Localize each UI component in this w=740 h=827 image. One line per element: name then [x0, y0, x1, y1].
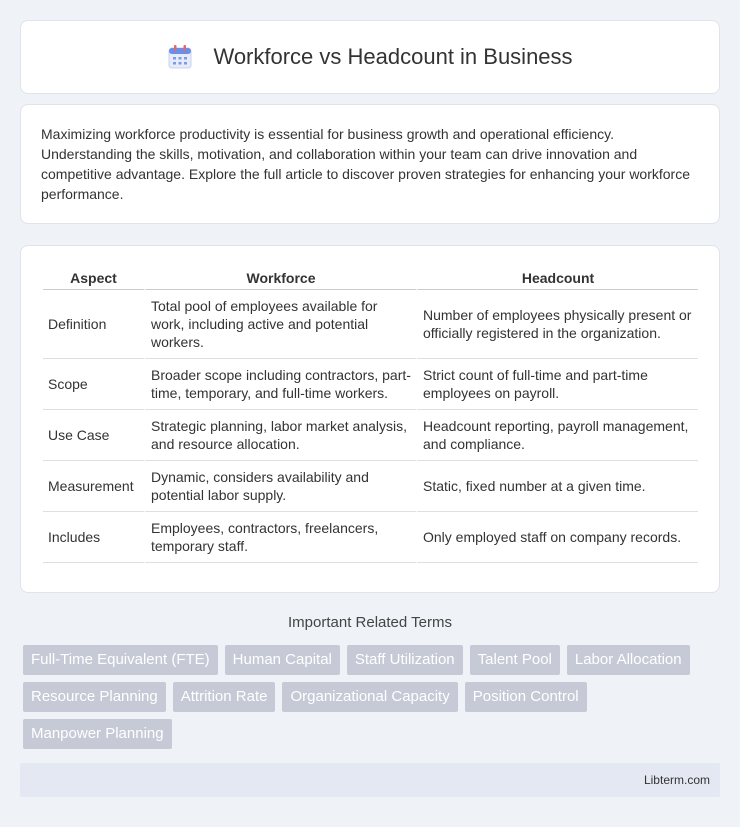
tag-attrition-rate[interactable]: Attrition Rate: [173, 682, 276, 712]
tag-human-capital[interactable]: Human Capital: [225, 645, 340, 675]
row-headcount: Static, fixed number at a given time.: [416, 461, 698, 512]
tag-organizational-capacity[interactable]: Organizational Capacity: [282, 682, 457, 712]
related-terms-title: Important Related Terms: [288, 614, 452, 631]
header-aspect: Aspect: [43, 264, 144, 290]
table-header-row: [43, 264, 698, 290]
intro-card: [20, 104, 720, 224]
row-headcount: Strict count of full-time and part-time employees on payroll.: [416, 359, 698, 410]
row-workforce: Employees, contractors, freelancers, temporary staff.: [144, 512, 416, 563]
table-row: [43, 461, 698, 512]
table-row: [43, 290, 698, 359]
table-row: [43, 359, 698, 410]
row-workforce: Dynamic, considers availability and potential labor supply.: [144, 461, 416, 512]
title-wrap: [167, 44, 572, 70]
row-workforce: Total pool of employees available for work, including active and potential workers.: [144, 290, 416, 359]
row-headcount: Headcount reporting, payroll management, and compliance.: [416, 410, 698, 461]
row-aspect: Includes: [43, 512, 144, 563]
header-workforce: Workforce: [144, 264, 416, 290]
tag-manpower-planning[interactable]: Manpower Planning: [23, 719, 172, 749]
row-aspect: Definition: [43, 290, 144, 359]
row-workforce: Broader scope including contractors, part-time, temporary, and full-time workers.: [144, 359, 416, 410]
footer-site-link[interactable]: Libterm.com: [643, 773, 710, 787]
page-title: Workforce vs Headcount in Business: [213, 44, 573, 69]
footer: [20, 763, 720, 797]
row-workforce: Strategic planning, labor market analysis, and resource allocation.: [144, 410, 416, 461]
row-aspect: Scope: [43, 359, 144, 410]
tag-labor-allocation[interactable]: Labor Allocation: [567, 645, 690, 675]
intro-text: Maximizing workforce productivity is essential for business growth and operational efficiency. Understanding the skills, motivation, and collaboration within your team can drive innovation and competitive advantage. Explore the full article to discover proven strategies for enhancing your workforce performance.: [41, 126, 691, 202]
table-row: [43, 512, 698, 563]
table-card: [20, 245, 720, 593]
tag-resource-planning[interactable]: Resource Planning: [23, 682, 166, 712]
calendar-icon: [167, 44, 193, 70]
tag-position-control[interactable]: Position Control: [465, 682, 587, 712]
header-card: [20, 20, 720, 94]
comparison-table: [43, 264, 698, 563]
tag-fte[interactable]: Full-Time Equivalent (FTE): [23, 645, 218, 675]
table-row: [43, 410, 698, 461]
tag-talent-pool[interactable]: Talent Pool: [470, 645, 560, 675]
row-headcount: Only employed staff on company records.: [416, 512, 698, 563]
related-tags: [23, 645, 723, 756]
row-headcount: Number of employees physically present or officially registered in the organization.: [416, 290, 698, 359]
row-aspect: Use Case: [43, 410, 144, 461]
tag-staff-utilization[interactable]: Staff Utilization: [347, 645, 463, 675]
header-headcount: Headcount: [416, 264, 698, 290]
row-aspect: Measurement: [43, 461, 144, 512]
